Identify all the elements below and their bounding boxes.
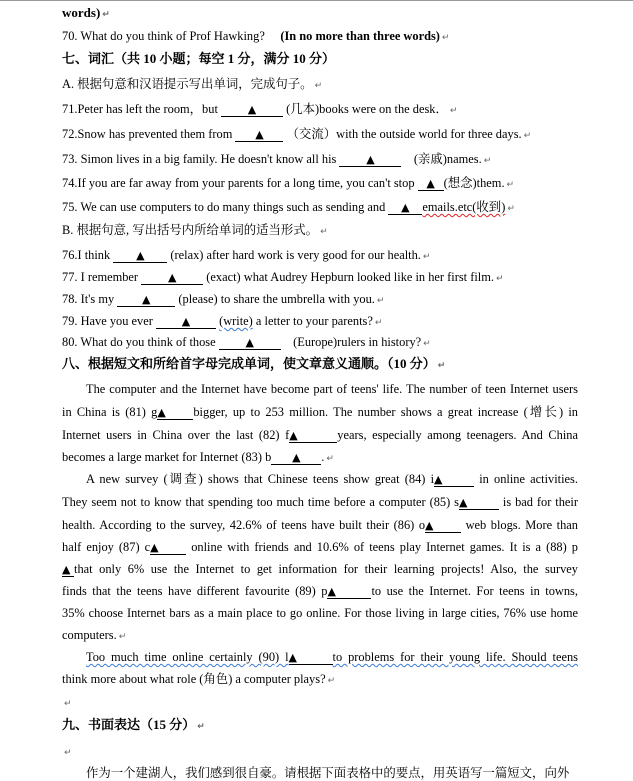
answer-blank[interactable]: ▲ — [117, 293, 175, 307]
passage-line: They seem not to know that spending too much time before a computer (85) s▲ is bad for their — [62, 495, 578, 509]
page-top-border — [0, 0, 633, 1]
passage-line: think more about what role (角色) a computer plays? ↵ — [62, 672, 336, 686]
answer-blank[interactable]: ▲ — [418, 177, 444, 191]
answer-blank[interactable]: ▲ — [141, 271, 203, 285]
vocab-item-72: 72.Snow has prevented them from ▲ （交流）with the outside world for three days. ↵ — [62, 127, 532, 141]
cloze-blank-83[interactable]: ▲ — [271, 451, 321, 465]
answer-blank[interactable]: ▲ — [388, 201, 422, 215]
answer-blank[interactable]: ▲ — [113, 249, 167, 263]
answer-blank[interactable]: ▲ — [235, 128, 283, 142]
section-7-part-b: B. 根据句意, 写出括号内所给单词的适当形式。 ↵ — [62, 223, 328, 237]
passage-line: Too much time online certainly (90) l▲ to problems for their young life. Should teens — [86, 650, 578, 664]
vocab-item-79: 79. Have you ever ▲ (write) a letter to your parents? ↵ — [62, 314, 383, 328]
vocab-item-74: 74.If you are far away from your parents for a long time, you can't stop ▲ (想念)them. ↵ — [62, 176, 515, 190]
passage-line: half enjoy (87) c▲ online with friends and 10.6% of teens play Internet games. It is a (88) p — [62, 540, 579, 554]
passage-line: Internet users in China over the last (82) f▲ years, especially among teenagers. And China — [62, 428, 579, 442]
cloze-blank-85[interactable]: ▲ — [459, 496, 499, 510]
section-7-part-a: A. 根据句意和汉语提示写出单词，完成句子。 ↵ — [62, 77, 323, 91]
answer-blank[interactable]: ▲ — [219, 336, 281, 350]
cloze-blank-82[interactable]: ▲ — [289, 429, 337, 443]
passage-line: finds that the teens have different favourite (89) p▲ to use the Internet. For teens in towns, — [62, 584, 578, 598]
question-70-note: (In no more than three words) — [280, 29, 440, 43]
question-69-tail: words) ↵ — [62, 5, 110, 20]
cloze-blank-86[interactable]: ▲ — [425, 519, 461, 533]
writing-prompt-line: 作为一个建湖人，我们感到很自豪。请根据下面表格中的要点，用英语写一篇短文，向外 — [86, 766, 570, 780]
passage-line: in China is (81) g▲ bigger, up to 253 million. The number shows a great increase (增长) in — [62, 405, 579, 419]
passage-line: becomes a large market for Internet (83) b ▲ . ↵ — [62, 450, 334, 464]
passage-line: health. According to the survey, 42.6% of teens have built their (86) o▲ web blogs. More than — [62, 518, 578, 532]
cloze-blank-88[interactable]: ▲ — [62, 563, 74, 577]
question-70: 70. What do you think of Prof Hawking? (In no more than three words) ↵ — [62, 29, 450, 43]
cloze-blank-90[interactable]: ▲ — [289, 651, 333, 665]
answer-blank[interactable]: ▲ — [221, 103, 283, 117]
passage-line: computers. ↵ — [62, 628, 127, 642]
section-8-heading: 八、根据短文和所给首字母完成单词，使文章意义通顺。（10 分） ↵ — [62, 356, 446, 371]
passage-line: A new survey (调查) shows that Chinese teens show great (84) i▲ in online activities. — [86, 472, 578, 486]
section-7-heading: 七、词汇（共 10 小题；每空 1 分，满分 10 分） — [62, 51, 336, 66]
vocab-item-78: 78. It's my ▲ (please) to share the umbrella with you. ↵ — [62, 292, 385, 306]
cloze-blank-81[interactable]: ▲ — [157, 406, 193, 420]
cloze-blank-84[interactable]: ▲ — [434, 473, 474, 487]
answer-blank[interactable]: ▲ — [339, 153, 401, 167]
vocab-item-80: 80. What do you think of those ▲ (Europe)rulers in history? ↵ — [62, 335, 431, 349]
cloze-blank-89[interactable]: ▲ — [327, 585, 371, 599]
vocab-item-76: 76.I think ▲ (relax) after hard work is very good for our health. ↵ — [62, 248, 431, 262]
cloze-blank-87[interactable]: ▲ — [150, 541, 186, 555]
passage-line: The computer and the Internet have become part of teens' life. The number of teen Internet users — [86, 382, 578, 396]
empty-paragraph: ↵ — [64, 748, 72, 758]
section-9-heading: 九、书面表达（15 分） ↵ — [62, 717, 205, 732]
vocab-item-73: 73. Simon lives in a big family. He doesn't know all his ▲ (亲戚)names. ↵ — [62, 152, 492, 166]
answer-blank[interactable]: ▲ — [156, 315, 216, 329]
empty-paragraph: ↵ — [64, 699, 72, 709]
vocab-item-77: 77. I remember ▲ (exact) what Audrey Hepburn looked like in her first film. ↵ — [62, 270, 504, 284]
vocab-item-71: 71.Peter has left the room，but ▲ (几本)books were on the desk． ↵ — [62, 102, 458, 116]
vocab-item-75: 75. We can use computers to do many things such as sending and ▲ emails.etc(收到) ↵ — [62, 200, 515, 214]
passage-line: ▲ that only 6% use the Internet to get information for their learning projects! Also, the survey — [62, 562, 578, 576]
passage-line: 35% choose Internet bars as a main place to go online. For those living in large cities, 76% use home — [62, 606, 578, 620]
